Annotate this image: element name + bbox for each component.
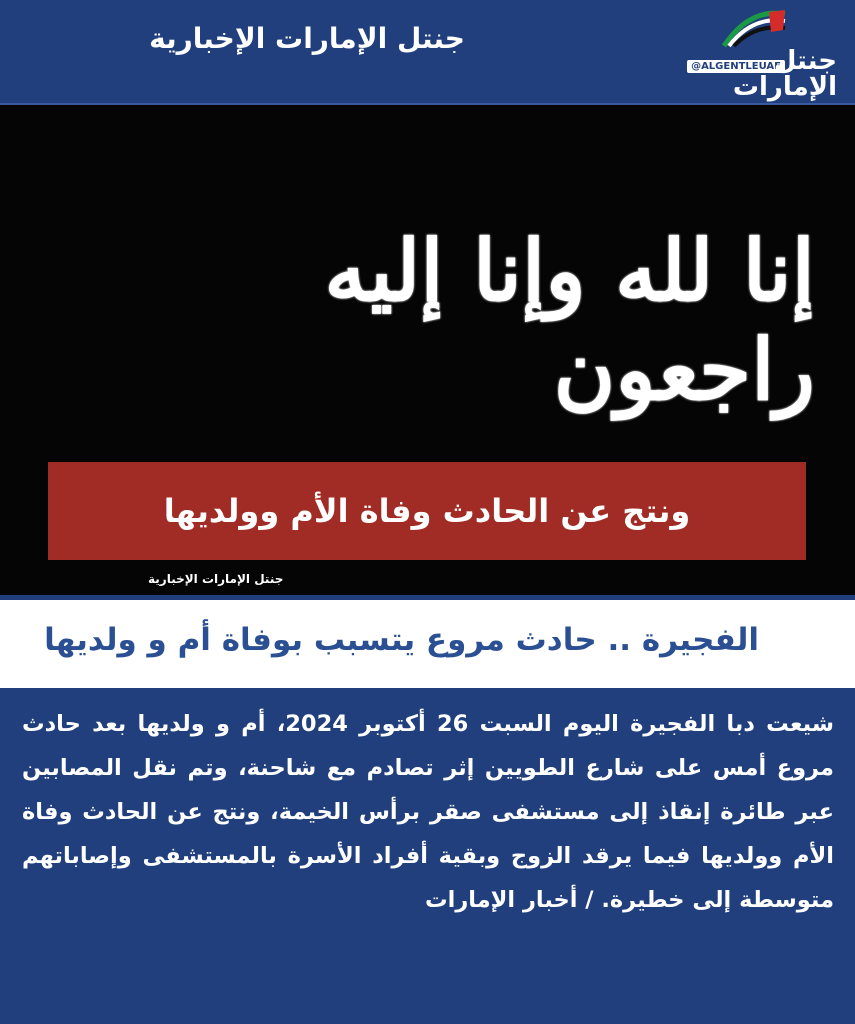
header-title: جنتل الإمارات الإخبارية xyxy=(149,22,465,55)
header-bar xyxy=(0,0,855,105)
logo-flag-arc-icon xyxy=(719,8,789,48)
watermark: جنتل الإمارات الإخبارية xyxy=(148,572,284,586)
article-body: شيعت دبا الفجيرة اليوم السبت 26 أكتوبر 2024، أم و ولديها بعد حادث مروع أمس على شارع الطويين إثر تصادم مع شاحنة، وتم نقل المصابين عبر طائرة إنقاذ إلى مستشفى صقر برأس الخيمة، ونتج عن الحادث وفاة الأم وولديها فيما يرقد الزوج وبقية أفراد الأسرة بالمستشفى وإصاباتهم متوسطة إلى خطيرة. / أخبار الإمارات xyxy=(22,711,834,913)
red-banner xyxy=(48,462,806,560)
calligraphy-text: إنا لله وإنا إليه راجعون xyxy=(324,221,815,419)
condolence-panel xyxy=(0,105,855,595)
headline-band xyxy=(0,600,855,688)
logo-name: جنتل الإمارات xyxy=(732,46,837,102)
banner-text: ونتج عن الحادث وفاة الأم وولديها xyxy=(163,492,691,530)
brand-logo xyxy=(681,8,841,102)
calligraphy-verse xyxy=(40,205,815,435)
headline: الفجيرة .. حادث مروع يتسبب بوفاة أم و ولديها xyxy=(44,622,759,658)
logo-handle: @ALGENTLEUAE xyxy=(687,60,785,73)
